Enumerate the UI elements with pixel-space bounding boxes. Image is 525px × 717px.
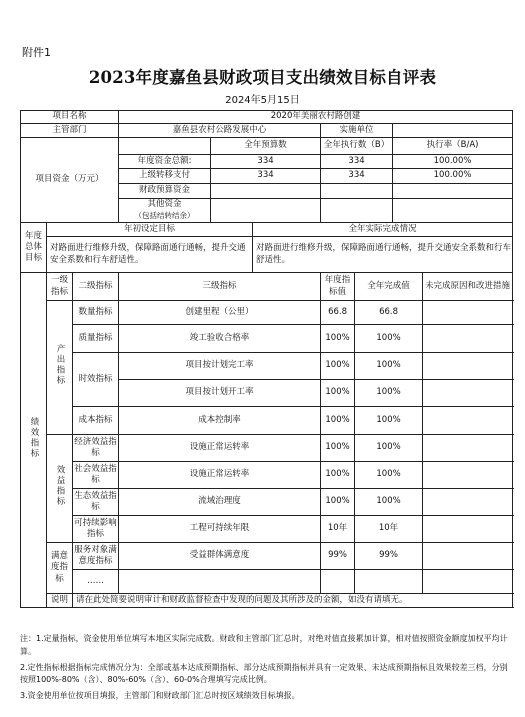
perf-target: 100% [321,380,355,407]
project-name-row [21,111,513,124]
dept-label: 主管部门 [21,124,119,138]
funds-row-rate: 100.00% [393,155,513,169]
funds-col-exec: 全年执行数（B） [321,138,393,155]
perf-l3: 设施正常运转率 [119,462,321,489]
unit-value [393,124,513,138]
perf-reason [423,462,513,489]
unit-label: 实施单位 [321,124,393,138]
perf-actual [355,570,423,594]
perf-target: 100% [321,435,355,462]
funds-row-label-other [119,199,211,223]
perf-head-l3: 三级指标 [119,273,321,301]
funds-row-exec [321,184,393,199]
perf-reason [423,380,513,407]
attachment-label: 附件1 [22,46,51,59]
perf-row [21,570,513,594]
perf-reason [423,543,513,570]
project-name-value: 2020年美丽农村路创建 [119,111,513,124]
dept-row [21,124,513,138]
perf-row [21,435,513,462]
remark-label: 说明 [47,594,73,608]
perf-reason [423,325,513,353]
perf-l3: 项目按计划完工率 [119,353,321,380]
perf-l2: 社会效益指标 [73,462,119,489]
funds-row-budget [211,184,321,199]
funds-label: 项目资金（万元） [21,138,119,223]
perf-actual: 66.8 [355,301,423,325]
perf-l3 [119,570,321,594]
perf-target: 100% [321,407,355,435]
goals-label: 年度总体目标 [21,223,47,273]
perf-actual: 99% [355,543,423,570]
dept-value: 嘉鱼县农村公路发展中心 [119,124,321,138]
report-date: 2024年5月15日 [225,95,300,106]
perf-row [21,489,513,516]
funds-col-budget: 全年预算数 [211,138,321,155]
remark-text: 请在此处简要说明审计和财政监督检查中发现的问题及其所涉及的金额，如没有请填无。 [73,594,513,608]
perf-reason [423,353,513,380]
perf-target [321,570,355,594]
perf-row [21,325,513,353]
satisfaction-label: 满意度指标 [47,543,73,594]
perf-target: 66.8 [321,301,355,325]
perf-l3: 创建里程（公里） [119,301,321,325]
page-title: 2023年度嘉鱼县财政项目支出绩效目标自评表 [88,68,437,87]
perf-l2: 时效指标 [73,353,119,407]
perf-actual: 100% [355,407,423,435]
output-label: 产出指标 [47,301,73,435]
perf-row [21,516,513,543]
perf-l3: 项目按计划开工率 [119,380,321,407]
perf-head-l2: 二级指标 [73,273,119,301]
perf-l3: 工程可持续年限 [119,516,321,543]
funds-other-label: 其他资金 [147,199,182,210]
perf-l3: 流域治理度 [119,489,321,516]
funds-row-rate [393,184,513,199]
funds-row-rate: 100.00% [393,169,513,184]
evaluation-table [20,110,513,608]
perf-actual: 100% [355,462,423,489]
funds-row-budget: 334 [211,155,321,169]
perf-l2: 服务对象满意度指标 [73,543,119,570]
perf-row [21,462,513,489]
perf-l3: 设施正常运转率 [119,435,321,462]
perf-l2: 成本指标 [73,407,119,435]
goals-actual-label: 全年实际完成情况 [253,223,513,237]
perf-target: 100% [321,462,355,489]
funds-row-budget: 334 [211,169,321,184]
perf-reason [423,516,513,543]
perf-l2: 生态效益指标 [73,489,119,516]
perf-l2: 数量指标 [73,301,119,325]
footnote: 3.资金使用单位按项目填报，主管部门和财政部门汇总时按区域绩效目标填报。 [20,691,300,701]
perf-actual: 100% [355,325,423,353]
perf-target: 100% [321,353,355,380]
remark-row [21,594,513,608]
perf-row [21,407,513,435]
perf-target: 100% [321,489,355,516]
funds-row-exec [321,199,393,223]
footnote: 注：1.定量指标，资金使用单位填写本地区实际完成数。财政和主管部门汇总时，对绝对值直接累加计算，相对值按照资金额度加权平均计算。 [20,634,508,656]
perf-row [21,353,513,380]
perf-actual: 100% [355,353,423,380]
goals-initial-label: 年初设定目标 [47,223,253,237]
perf-row [21,301,513,325]
perf-reason [423,435,513,462]
perf-reason [423,489,513,516]
perf-target: 99% [321,543,355,570]
funds-header-row [21,138,513,155]
perf-row [21,543,513,570]
perf-l2: 质量指标 [73,325,119,353]
perf-head-actual: 全年完成值 [355,273,423,301]
goals-initial-text: 对路面进行维修升级，保障路面通行通畅，提升交通安全系数和行车舒适性。 [47,237,253,273]
funds-col-rate: 执行率（B/A) [393,138,513,155]
funds-row-label: 年度资金总额: [119,155,211,169]
perf-target: 10年 [321,516,355,543]
perf-head-reason: 未完成原因和改进措施 [423,273,513,301]
funds-row-rate [393,199,513,223]
project-name-label: 项目名称 [21,111,119,124]
perf-actual: 100% [355,380,423,407]
funds-other-sub: （包括结转结余） [134,210,195,220]
perf-target: 100% [321,325,355,353]
perf-l2: 可持续影响指标 [73,516,119,543]
perf-actual: 100% [355,435,423,462]
footnotes [20,633,512,706]
perf-head-l1: 一级指标 [47,273,73,301]
perf-l3: 竣工验收合格率 [119,325,321,353]
funds-row-exec: 334 [321,155,393,169]
perf-reason [423,301,513,325]
perf-actual: 100% [355,489,423,516]
goals-text-row [21,237,513,273]
perf-l3: 成本控制率 [119,407,321,435]
funds-row-label: 上级转移支付 [119,169,211,184]
goals-actual-text: 对路面进行维修升级，保障路面通行通畅，提升交通安全系数和行车舒适性。 [253,237,513,273]
funds-row-exec: 334 [321,169,393,184]
benefit-label: 效益指标 [47,435,73,543]
perf-reason [423,407,513,435]
funds-row-budget [211,199,321,223]
footnote: 2.定性指标根据指标完成情况分为：全部或基本达成预期指标、部分达成预期指标并具有一定效果、未达成预期指标且效果较差三档，分别按照100%-80%（含）、80%-60%（含）、60-0%合理填写完成比例。 [20,662,508,685]
goals-header-row [21,223,513,237]
perf-l3: 受益群体满意度 [119,543,321,570]
perf-label: 绩效指标 [21,273,47,608]
perf-header-row [21,273,513,301]
perf-l2: …… [73,570,119,594]
funds-row-label: 财政预算资金 [119,184,211,199]
perf-head-target: 年度指标值 [321,273,355,301]
perf-reason [423,570,513,594]
perf-actual: 10年 [355,516,423,543]
perf-l2: 经济效益指标 [73,435,119,462]
